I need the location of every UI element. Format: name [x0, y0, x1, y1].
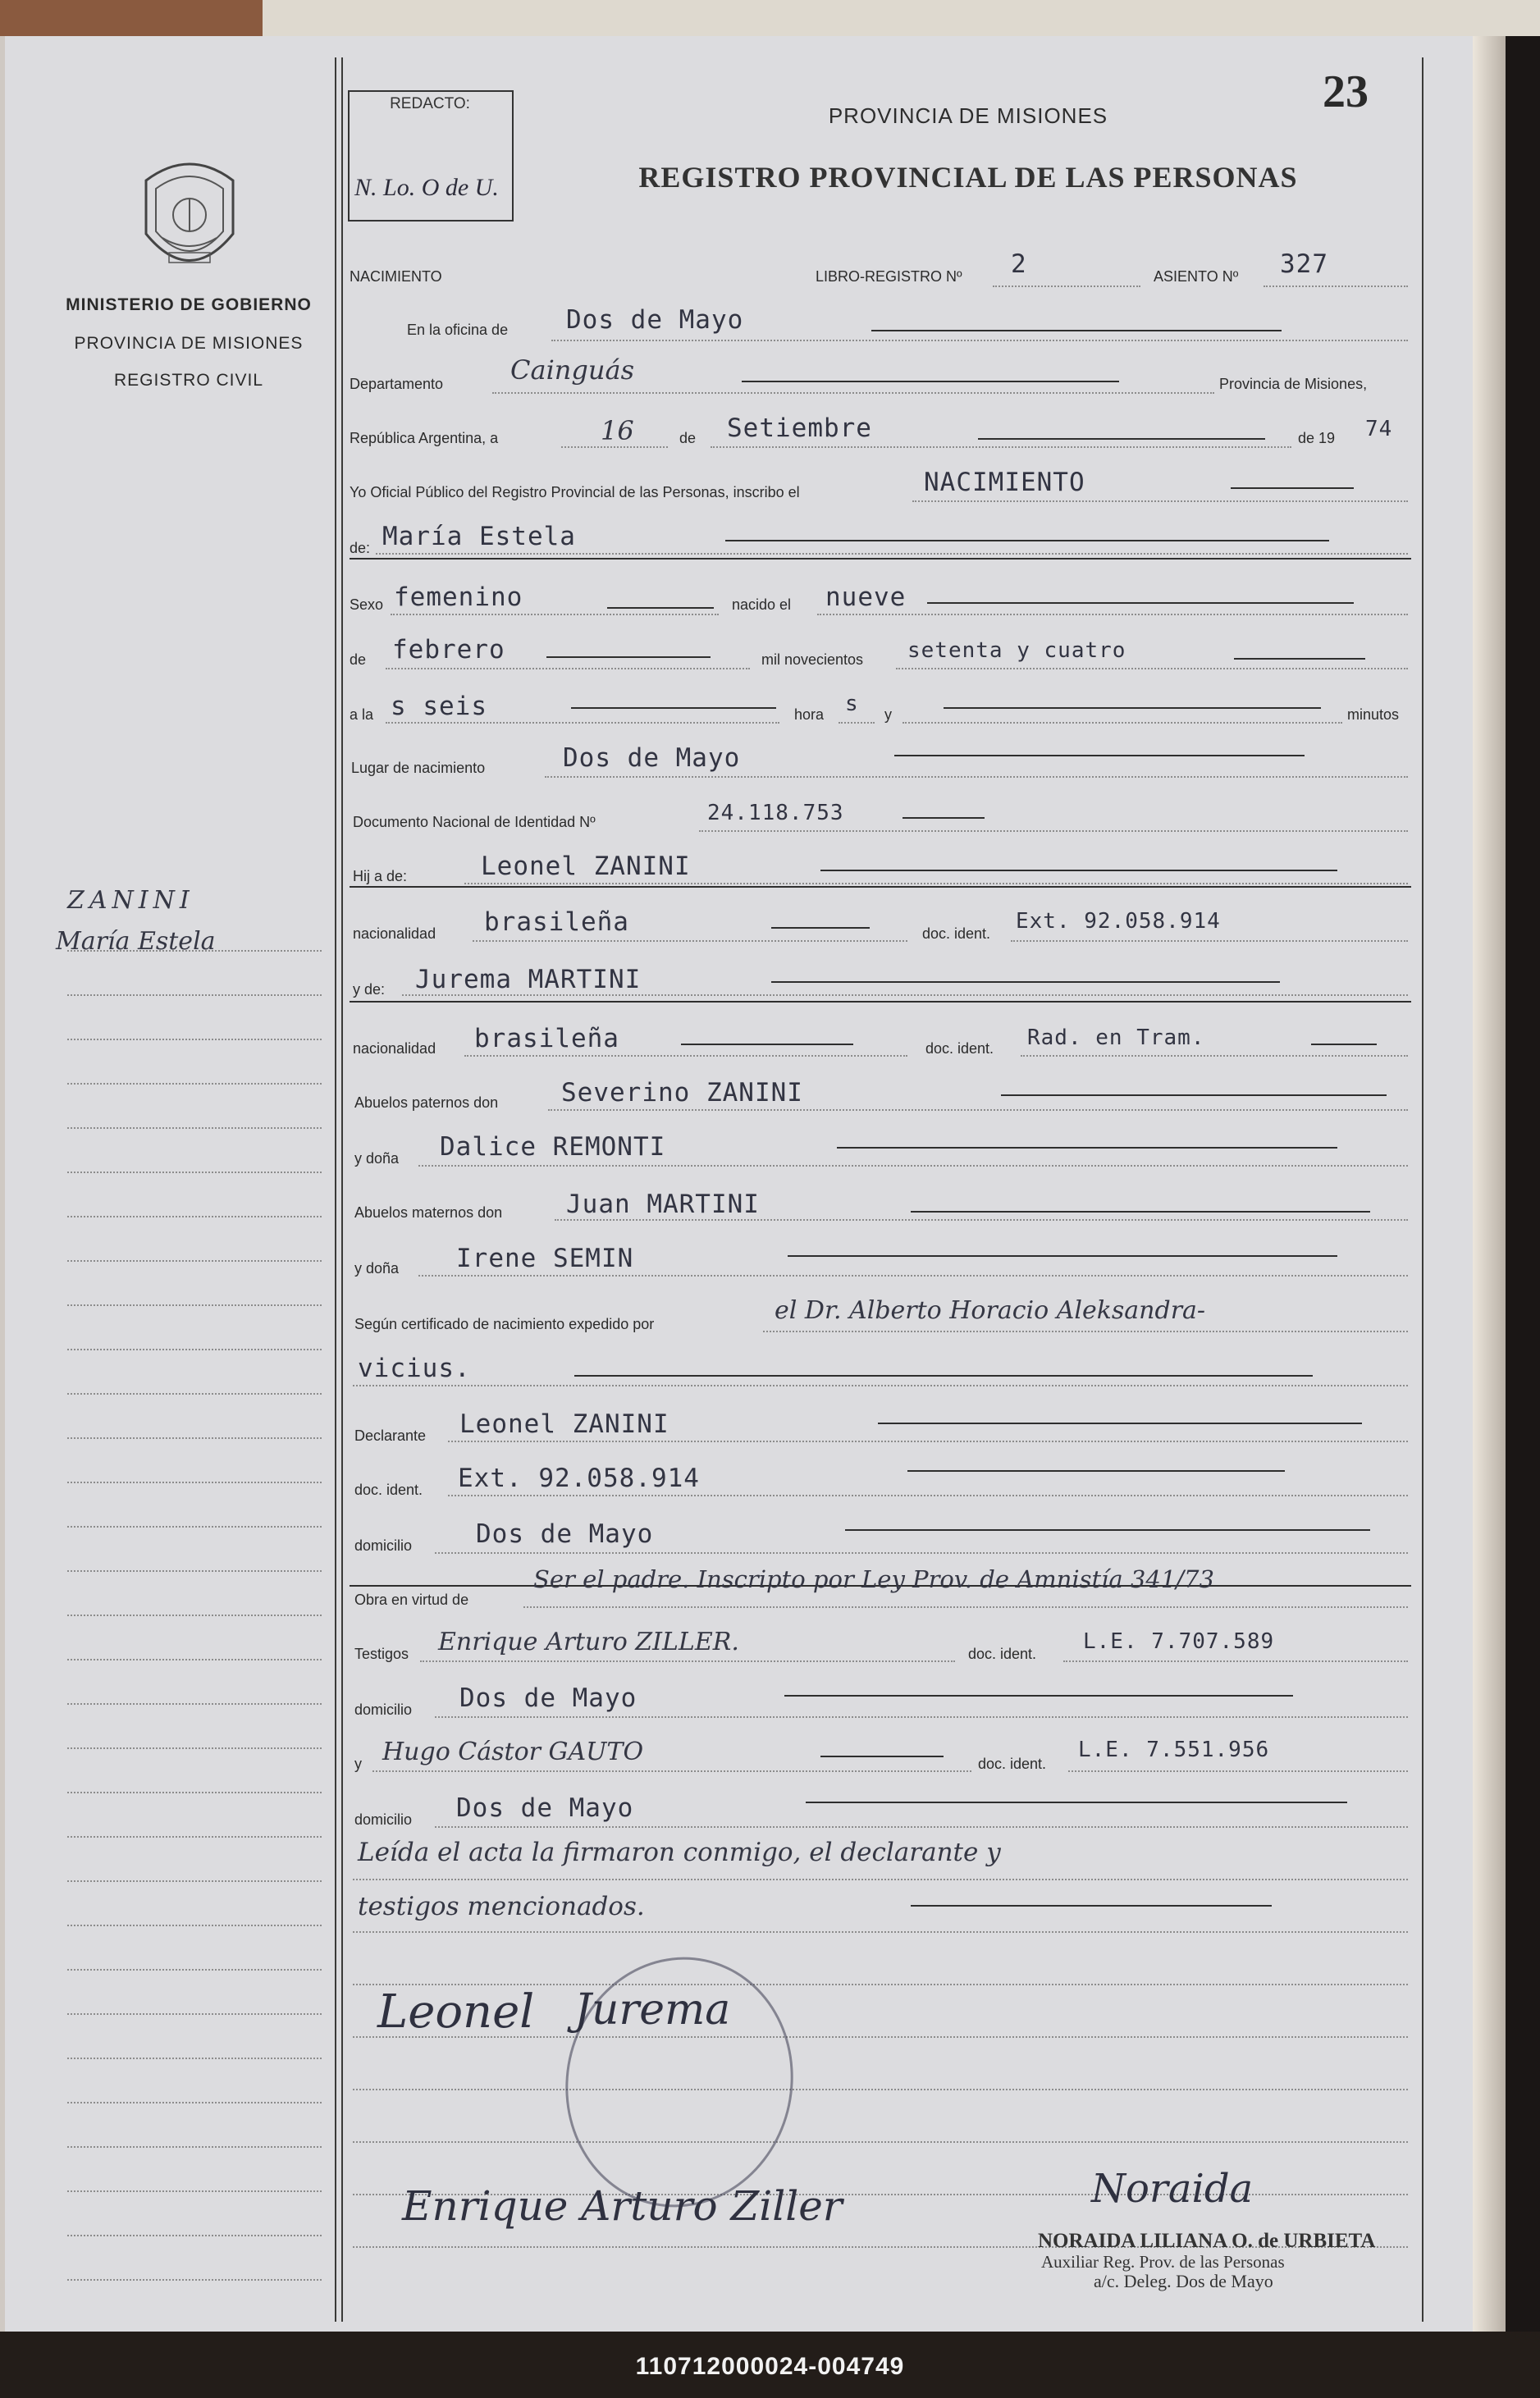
ministry-title: MINISTERIO DE GOBIERNO	[66, 295, 312, 314]
handwritten-line	[907, 1470, 1285, 1472]
province-heading: PROVINCIA DE MISIONES	[828, 103, 1108, 128]
handwritten-line	[546, 656, 711, 658]
margin-ruled-line	[67, 2058, 322, 2059]
dotted-line	[402, 994, 1408, 996]
page-edge	[1473, 36, 1506, 2332]
departamento-label: Departamento	[350, 376, 444, 392]
section-divider	[350, 1001, 1411, 1003]
left-frame-line-inner	[341, 57, 343, 2322]
closing-line-1: Leída el acta la firmaron conmigo, el declarante y	[358, 1838, 1001, 1867]
margin-ruled-line	[67, 2235, 322, 2236]
top-margin	[0, 0, 1540, 36]
right-frame-line	[1422, 57, 1423, 2322]
dotted-line	[1264, 285, 1408, 287]
dotted-line	[435, 1716, 1408, 1718]
margin-ruled-line	[67, 1925, 322, 1926]
closing-line-2: testigos mencionados.	[358, 1892, 645, 1921]
libro-value: 2	[1011, 249, 1027, 279]
dotted-line	[418, 1165, 1408, 1167]
doc-testigo-1-label: doc. ident.	[968, 1646, 1037, 1662]
ala-label: a la	[350, 706, 374, 723]
signature-ruled-line	[353, 2089, 1408, 2090]
doc-declarante-value: Ext. 92.058.914	[458, 1464, 700, 1493]
margin-ruled-line	[67, 2102, 322, 2103]
asiento-label: ASIENTO Nº	[1154, 268, 1239, 285]
handwritten-line	[681, 1044, 853, 1045]
doc-1-value: Ext. 92.058.914	[1016, 909, 1221, 934]
nacido-value: nueve	[825, 582, 907, 612]
dotted-line	[912, 500, 1408, 502]
handwritten-line	[742, 381, 1119, 382]
domicilio-3-label: domicilio	[354, 1811, 413, 1828]
handwritten-line	[784, 1695, 1293, 1697]
hora-value: s	[845, 692, 859, 716]
margin-ruled-line	[67, 2013, 322, 2015]
official-name: NORAIDA LILIANA O. de URBIETA	[1038, 2230, 1376, 2252]
signature-oficial: Noraida	[1091, 2166, 1254, 2212]
hora-label: hora	[794, 706, 825, 723]
oficina-label: En la oficina de	[407, 322, 509, 338]
de2-label: de	[350, 651, 367, 668]
handwritten-line	[871, 330, 1282, 331]
dotted-line	[699, 830, 1408, 832]
abuelos-maternos-label: Abuelos maternos don	[354, 1204, 503, 1221]
margin-ruled-line	[67, 1437, 322, 1439]
segun-continuation: vicius.	[358, 1354, 471, 1383]
section-divider	[350, 886, 1411, 888]
handwritten-line	[1001, 1094, 1387, 1096]
dotted-line	[763, 1331, 1408, 1332]
margin-ruled-line	[67, 2279, 322, 2281]
dotted-line	[817, 614, 1408, 615]
doc-2-label: doc. ident.	[925, 1040, 994, 1057]
hija-label: Hij a de:	[353, 868, 408, 884]
y-testigo-label: y	[354, 1756, 362, 1772]
signature-testigo: Enrique Arturo Ziller	[402, 2182, 843, 2230]
handwritten-line	[978, 438, 1265, 440]
oficial-label: Yo Oficial Público del Registro Provincial de las Personas, inscribo el	[350, 484, 800, 500]
margin-ruled-line	[67, 1260, 322, 1262]
lugar-label: Lugar de nacimiento	[351, 760, 486, 776]
dotted-line	[711, 446, 1291, 448]
dotted-line	[551, 340, 1408, 341]
handwritten-line	[903, 817, 985, 819]
nacimiento-label: NACIMIENTO	[350, 268, 442, 285]
dotted-line	[903, 722, 1342, 724]
dotted-line	[993, 285, 1140, 287]
handwritten-line	[927, 602, 1354, 604]
dotted-line	[1068, 1770, 1408, 1772]
doc-testigo-2-value: L.E. 7.551.956	[1078, 1738, 1270, 1762]
nacido-label: nacido el	[732, 596, 792, 613]
asiento-value: 327	[1280, 249, 1328, 279]
handwritten-line	[820, 870, 1337, 871]
margin-ruled-line	[67, 1836, 322, 1838]
dotted-line	[386, 668, 750, 669]
handwritten-line	[820, 1756, 944, 1757]
handwritten-line	[894, 755, 1305, 756]
margin-ruled-line	[67, 2146, 322, 2148]
margin-ruled-line	[67, 1304, 322, 1306]
nacionalidad-2-label: nacionalidad	[353, 1040, 436, 1057]
abuelos-paternos-value: Severino ZANINI	[561, 1078, 803, 1108]
dotted-line	[464, 1055, 907, 1057]
dotted-line	[839, 722, 875, 724]
dotted-line	[376, 553, 1408, 555]
dotted-line	[448, 1495, 1408, 1496]
minutos-label: minutos	[1347, 706, 1400, 723]
testigo-2-value: Hugo Cástor GAUTO	[382, 1738, 644, 1766]
dotted-line	[1021, 1055, 1408, 1057]
oficina-value: Dos de Mayo	[566, 305, 744, 335]
mil-label: mil novecientos	[761, 651, 864, 668]
sexo-label: Sexo	[350, 596, 384, 613]
coat-of-arms-icon	[138, 156, 241, 279]
nacionalidad-2-value: brasileña	[474, 1024, 619, 1053]
doc-declarante-label: doc. ident.	[354, 1482, 423, 1498]
dotted-line	[545, 776, 1408, 778]
padre-value: Leonel ZANINI	[481, 852, 691, 881]
domicilio-3-value: Dos de Mayo	[456, 1793, 634, 1823]
handwritten-line	[878, 1423, 1362, 1424]
dotted-line	[386, 722, 779, 724]
dotted-line	[372, 1770, 971, 1772]
handwritten-line	[788, 1255, 1337, 1257]
nombre-value: María Estela	[382, 522, 576, 551]
dni-label: Documento Nacional de Identidad Nº	[353, 814, 596, 830]
declarante-label: Declarante	[354, 1427, 427, 1444]
y-label: y	[884, 706, 892, 723]
handwritten-line	[944, 707, 1321, 709]
document-barcode-number: 110712000024-004749	[635, 2353, 905, 2380]
doc-testigo-1-value: L.E. 7.707.589	[1083, 1629, 1275, 1654]
sexo-value: femenino	[394, 582, 523, 612]
abuelos-paternos-label: Abuelos paternos don	[354, 1094, 499, 1111]
segun-label: Según certificado de nacimiento expedido por	[354, 1316, 655, 1332]
margin-note-surname: ZANINI	[67, 886, 194, 915]
dotted-line	[561, 446, 668, 448]
dni-value: 24.118.753	[707, 801, 844, 825]
de-name-label: de:	[350, 540, 371, 556]
handwritten-line	[771, 981, 1280, 983]
margin-ruled-line	[67, 1659, 322, 1660]
madre-value: Jurema MARTINI	[415, 965, 642, 994]
margin-ruled-line	[67, 1615, 322, 1616]
signature-ruled-line	[353, 2141, 1408, 2143]
dotted-line	[492, 392, 1214, 394]
dotted-line	[435, 1552, 1408, 1554]
dotted-line	[555, 1219, 1408, 1221]
ministry-registry: REGISTRO CIVIL	[113, 371, 264, 390]
handwritten-line	[806, 1802, 1347, 1803]
margin-ruled-line	[67, 2190, 322, 2192]
domicilio-1-value: Dos de Mayo	[476, 1519, 654, 1549]
abuelos-maternos-value: Juan MARTINI	[566, 1190, 760, 1219]
libro-label: LIBRO-REGISTRO Nº	[816, 268, 962, 285]
handwritten-line	[911, 1905, 1272, 1907]
domicilio-2-value: Dos de Mayo	[459, 1683, 637, 1713]
testigo-1-value: Enrique Arturo ZILLER.	[438, 1628, 739, 1656]
ydona-2-value: Irene SEMIN	[456, 1244, 634, 1273]
ala-value: s seis	[391, 692, 487, 721]
margin-ruled-line	[67, 1880, 322, 1882]
margin-ruled-line	[67, 1703, 322, 1705]
redacto-label: REDACTO:	[390, 95, 470, 112]
margin-ruled-line	[67, 1393, 322, 1395]
margin-ruled-line	[67, 1083, 322, 1085]
dotted-line	[418, 1275, 1408, 1277]
handwritten-line	[1231, 487, 1354, 489]
handwritten-line	[837, 1147, 1337, 1149]
ydona-2-label: y doña	[354, 1260, 400, 1277]
margin-ruled-line	[67, 1172, 322, 1173]
margin-note-given-name: María Estela	[56, 927, 216, 956]
mes-value: Setiembre	[727, 413, 872, 443]
doc-testigo-2-label: doc. ident.	[978, 1756, 1047, 1772]
oficial-value: NACIMIENTO	[924, 468, 1085, 497]
registry-heading: REGISTRO PROVINCIAL DE LAS PERSONAS	[638, 161, 1298, 194]
margin-ruled-line	[67, 1969, 322, 1971]
handwritten-line	[1234, 658, 1365, 660]
anio-value: 74	[1365, 417, 1393, 441]
margin-ruled-line	[67, 1526, 322, 1528]
nacionalidad-1-label: nacionalidad	[353, 925, 436, 942]
margin-ruled-line	[67, 1216, 322, 1217]
section-divider	[350, 558, 1411, 560]
dotted-line	[896, 668, 1408, 669]
domicilio-1-label: domicilio	[354, 1537, 413, 1554]
nacionalidad-1-value: brasileña	[484, 907, 629, 937]
dotted-line	[353, 1931, 1408, 1933]
declarante-value: Leonel ZANINI	[459, 1409, 669, 1439]
dotted-line	[548, 1109, 1408, 1111]
dotted-line	[1011, 940, 1408, 942]
republica-label: República Argentina, a	[350, 430, 499, 446]
obra-label: Obra en virtud de	[354, 1592, 469, 1608]
margin-ruled-line	[67, 1039, 322, 1040]
mes-nacimiento-value: febrero	[392, 635, 505, 665]
redacto-value: N. Lo. O de U.	[354, 174, 499, 201]
dotted-line	[420, 1660, 955, 1662]
signature-declarante: Leonel	[377, 1985, 535, 2039]
margin-ruled-line	[67, 1792, 322, 1793]
testigos-label: Testigos	[354, 1646, 409, 1662]
handwritten-line	[911, 1211, 1370, 1213]
ministry-province: PROVINCIA DE MISIONES	[74, 334, 304, 353]
handwritten-line	[607, 607, 714, 609]
dotted-line	[464, 883, 1408, 884]
dotted-line	[1063, 1660, 1408, 1662]
handwritten-line	[574, 1375, 1313, 1377]
dotted-line	[391, 614, 719, 615]
anio-label: de 19	[1298, 430, 1336, 446]
left-frame-line	[335, 57, 336, 2322]
margin-ruled-line	[67, 1349, 322, 1350]
dia-value: 16	[601, 415, 634, 446]
margin-ruled-line	[67, 994, 322, 996]
handwritten-line	[1311, 1044, 1377, 1045]
margin-ruled-line	[67, 1482, 322, 1483]
ydona-1-label: y doña	[354, 1150, 400, 1167]
provincia-suffix: Provincia de Misiones,	[1219, 376, 1368, 392]
official-title: Auxiliar Reg. Prov. de las Personas	[1041, 2251, 1285, 2272]
margin-ruled-line	[67, 1570, 322, 1572]
dotted-line	[448, 1441, 1408, 1442]
margin-ruled-line	[67, 1747, 322, 1749]
page-number: 23	[1323, 66, 1369, 117]
margin-ruled-line	[67, 1127, 322, 1129]
handwritten-line	[771, 927, 870, 929]
dotted-line	[473, 940, 907, 942]
handwritten-line	[571, 707, 776, 709]
mil-value: setenta y cuatro	[907, 638, 1126, 663]
departamento-value: Cainguás	[510, 354, 634, 386]
lugar-value: Dos de Mayo	[563, 743, 741, 773]
dotted-line	[353, 1879, 1408, 1880]
handwritten-line	[725, 540, 1329, 541]
official-office: a/c. Deleg. Dos de Mayo	[1094, 2270, 1273, 2291]
doc-2-value: Rad. en Tram.	[1027, 1025, 1205, 1050]
handwritten-line	[845, 1529, 1370, 1531]
domicilio-2-label: domicilio	[354, 1701, 413, 1718]
signature-madre: Jurema	[574, 1985, 731, 2035]
official-stamp	[1038, 2230, 1375, 2291]
dotted-line	[523, 1606, 1408, 1608]
doc-1-label: doc. ident.	[922, 925, 991, 942]
dotted-line	[435, 1826, 1408, 1828]
yde-label: y de:	[353, 981, 386, 998]
obra-value: Ser el padre. Inscripto por Ley Prov. de Amnistía 341/73	[533, 1565, 1214, 1593]
segun-value: el Dr. Alberto Horacio Aleksandra-	[775, 1296, 1206, 1325]
dotted-line	[353, 1385, 1408, 1386]
ydona-1-value: Dalice REMONTI	[440, 1132, 666, 1162]
de-label: de	[679, 430, 697, 446]
